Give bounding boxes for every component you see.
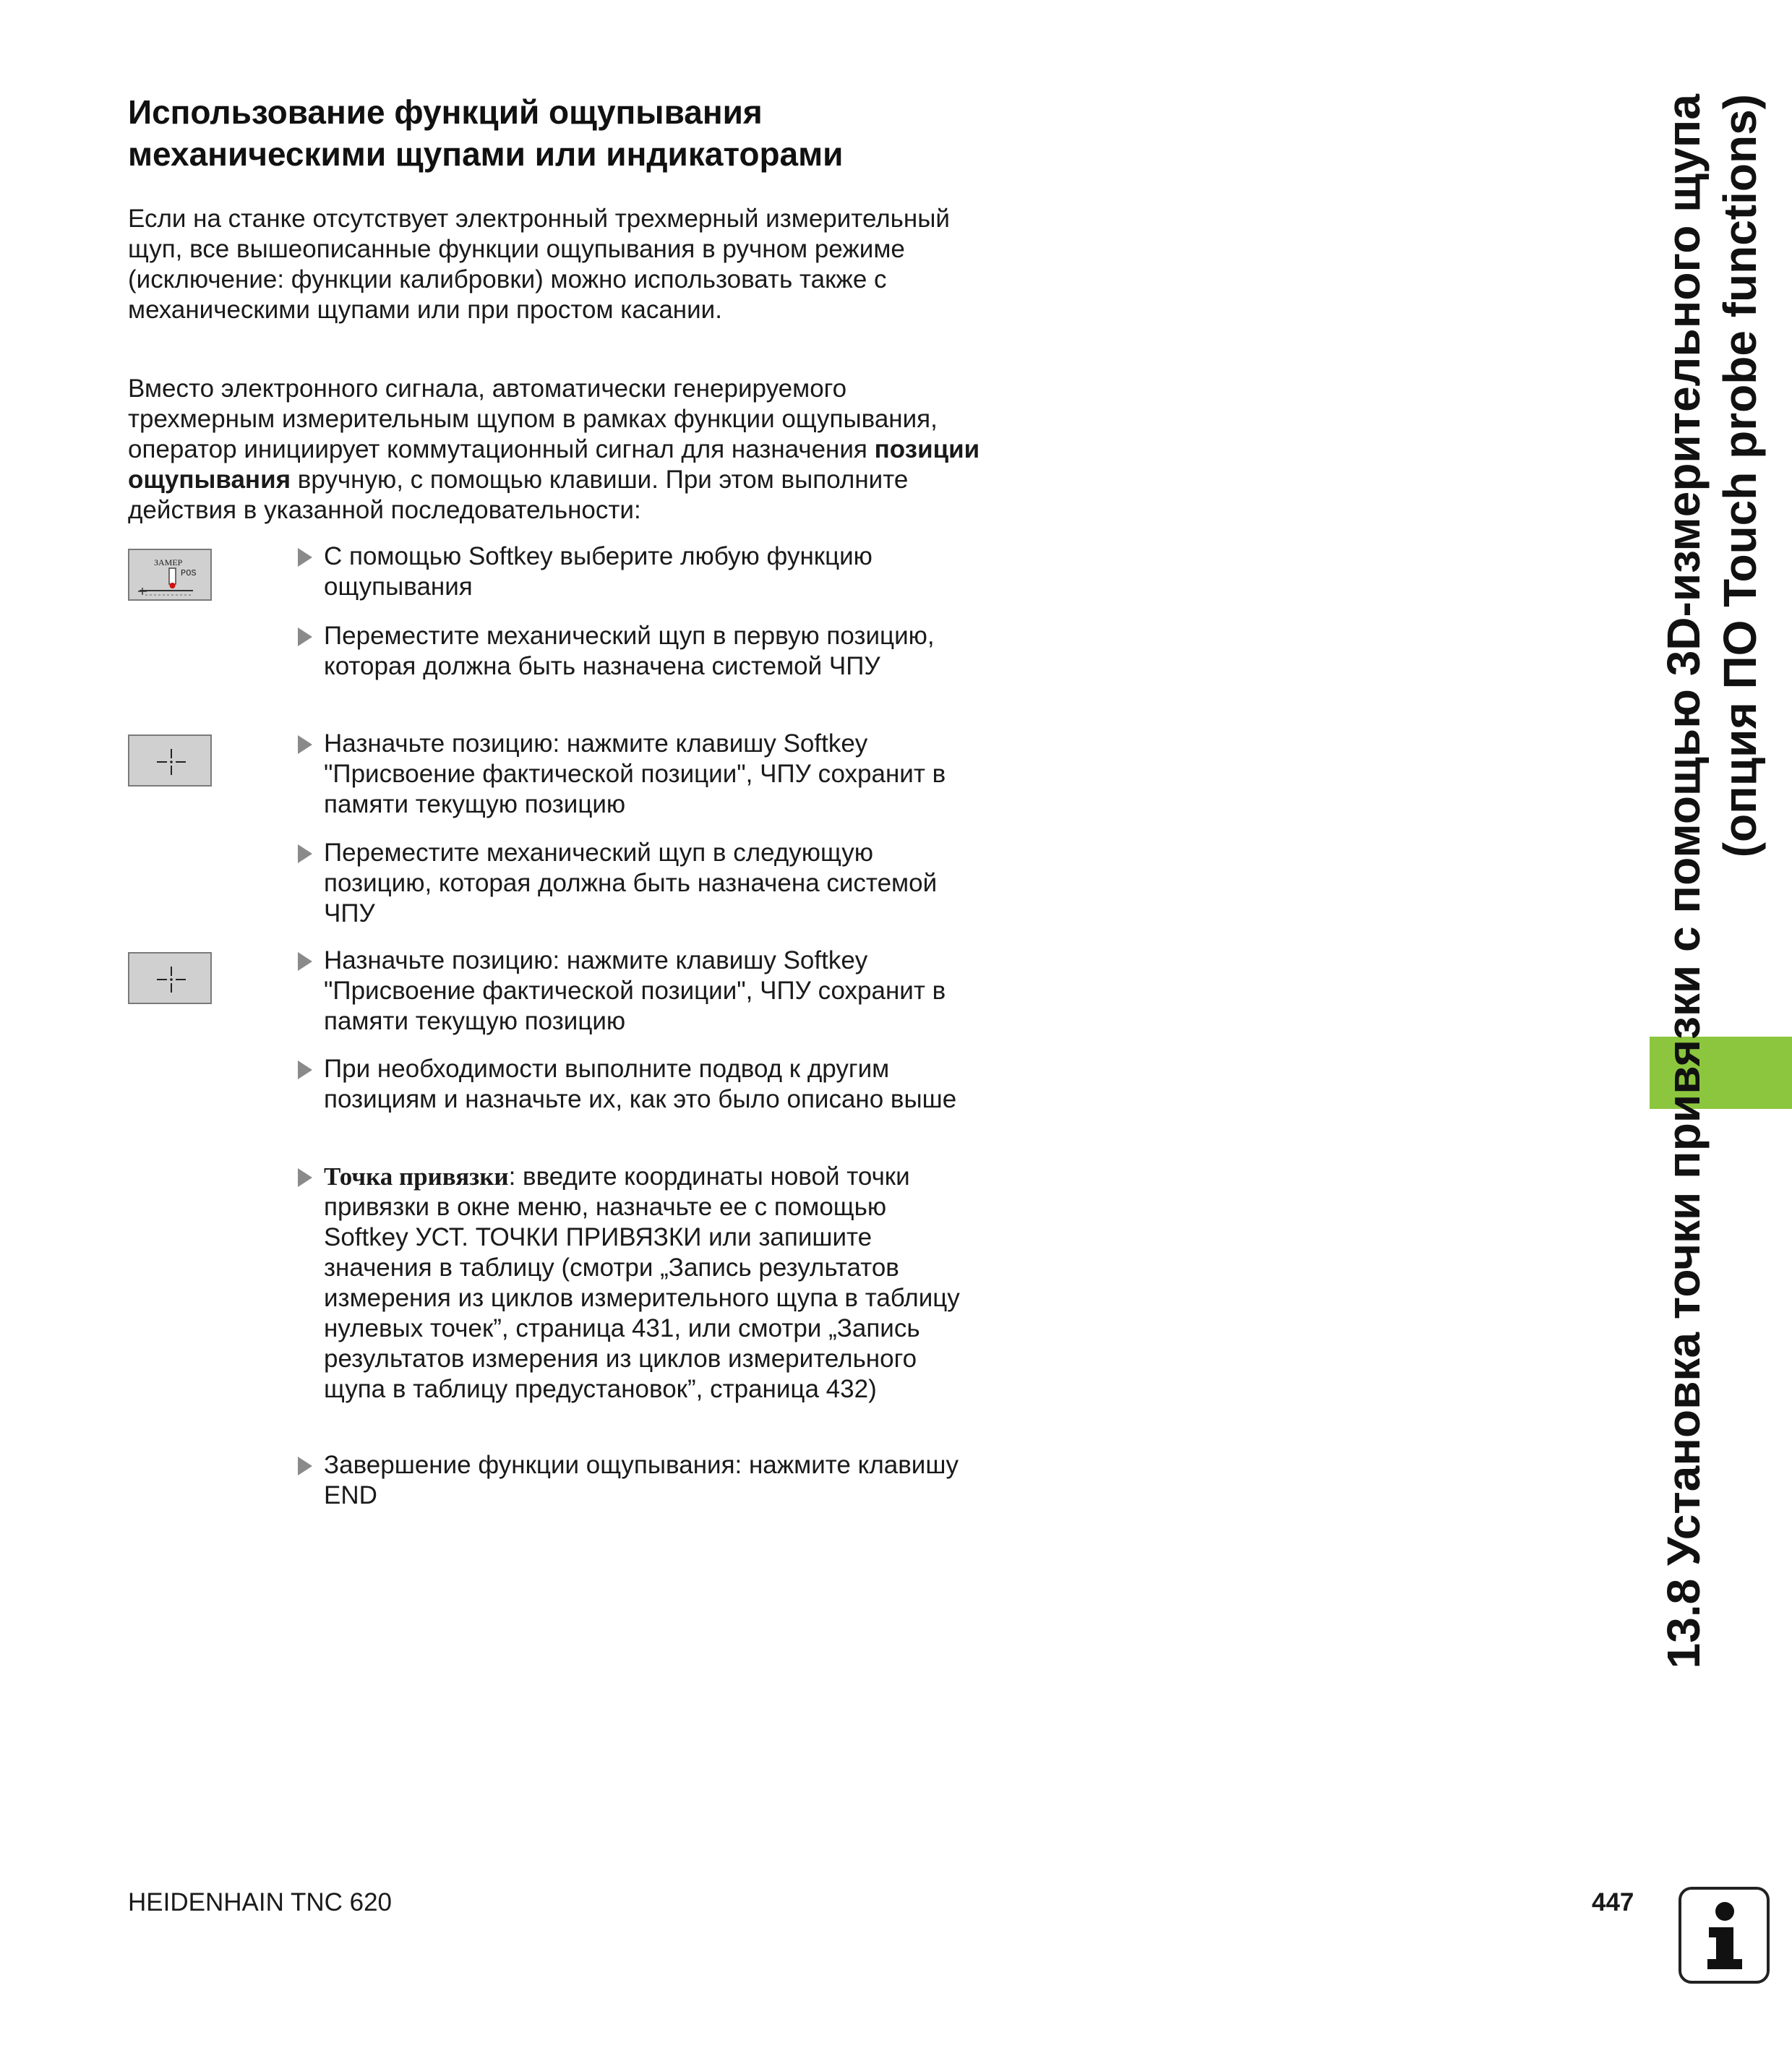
section-heading-line1: Использование функций ощупывания [128, 93, 763, 131]
signal-paragraph-bold: позиции ощупывания [128, 435, 980, 494]
bullet-triangle-icon [298, 952, 312, 971]
step-text: Переместите механический щуп в первую позицию, которая должна быть назначена системой ЧПУ [324, 622, 935, 680]
bullet-triangle-icon [298, 548, 312, 567]
intro-paragraph: Если на станке отсутствует электронный трехмерный измерительный щуп, все вышеописанные функции ощупывания в ручном режиме (исключение: функции калибровки) можно использовать также с механическими щупами или при простом касании. [128, 205, 950, 324]
softkey-label-pos: POS [181, 568, 197, 578]
bullet-triangle-icon [298, 844, 312, 863]
softkey-label-zamer: ЗАМЕР [154, 557, 183, 567]
step-text: Назначьте позицию: нажмите клавишу Softkey "Присвоение фактической позиции", ЧПУ сохранит в памяти текущую позицию [324, 729, 946, 818]
bullet-triangle-icon [298, 735, 312, 754]
chapter-side-title-line1: 13.8 Установка точки привязки с помощью 3D-измерительного щупа [1658, 94, 1710, 1669]
bullet-triangle-icon [298, 627, 312, 646]
signal-paragraph-text-2: вручную, с помощью клавиши. При этом выполните действия в указанной последовательности: [128, 466, 909, 524]
page-number: 447 [1592, 1888, 1634, 1916]
section-heading [128, 91, 995, 175]
crosshair-icon [129, 954, 213, 1006]
step-text: Назначьте позицию: нажмите клавишу Softkey "Присвоение фактической позиции", ЧПУ сохранит в памяти текущую позицию [324, 946, 946, 1035]
step-lead-term: Точка привязки [324, 1162, 509, 1191]
step-item [298, 838, 966, 929]
chapter-side-title [1655, 94, 1771, 1749]
info-icon[interactable] [1679, 1887, 1770, 1984]
bullet-triangle-icon [298, 1168, 312, 1187]
signal-paragraph-text-1: Вместо электронного сигнала, автоматически генерируемого трехмерным измерительным щупом в рамках функции ощупывания, оператор инициирует коммутационный сигнал для назначения [128, 374, 938, 463]
step-text: С помощью Softkey выберите любую функцию ощупывания [324, 542, 873, 601]
step-item [298, 946, 966, 1037]
step-item [298, 1162, 966, 1405]
crosshair-icon [129, 736, 213, 788]
step-text: Переместите механический щуп в следующую позицию, которая должна быть назначена системой ЧПУ [324, 839, 938, 927]
signal-paragraph [128, 374, 981, 526]
step-item [298, 621, 966, 682]
step-text [324, 1162, 966, 1405]
chapter-side-title-line2: (опция ПО Touch probe functions) [1714, 94, 1766, 858]
step-text: Завершение функции ощупывания: нажмите клавишу END [324, 1451, 959, 1509]
info-glyph-icon [1681, 1890, 1767, 1981]
footer-product-name: HEIDENHAIN TNC 620 [128, 1888, 393, 1916]
step-item [298, 541, 966, 602]
probe-function-softkey[interactable] [128, 549, 212, 601]
bullet-triangle-icon [298, 1061, 312, 1079]
step-text: При необходимости выполните подвод к другим позициям и назначьте их, как это было описано выше [324, 1055, 957, 1113]
step-item [298, 729, 966, 820]
step-text-rest: : введите координаты новой точки привязки в окне меню, назначьте ее с помощью Softkey УСТ. ТОЧКИ ПРИВЯЗКИ или запишите значения в таблицу (смотри „Запись результатов измерения из циклов измерительного щупа в таблицу нулевых точек”, страница 431, или смотри „Запись результатов измерения из циклов измерительного щупа в таблицу предустановок”, страница 432) [324, 1162, 960, 1403]
bullet-triangle-icon [298, 1457, 312, 1475]
section-heading-line2: механическими щупами или индикаторами [128, 135, 844, 173]
step-item [298, 1054, 966, 1115]
probe-position-icon [129, 550, 213, 602]
actual-position-softkey[interactable] [128, 734, 212, 787]
actual-position-softkey-2[interactable] [128, 952, 212, 1004]
step-item [298, 1450, 966, 1511]
